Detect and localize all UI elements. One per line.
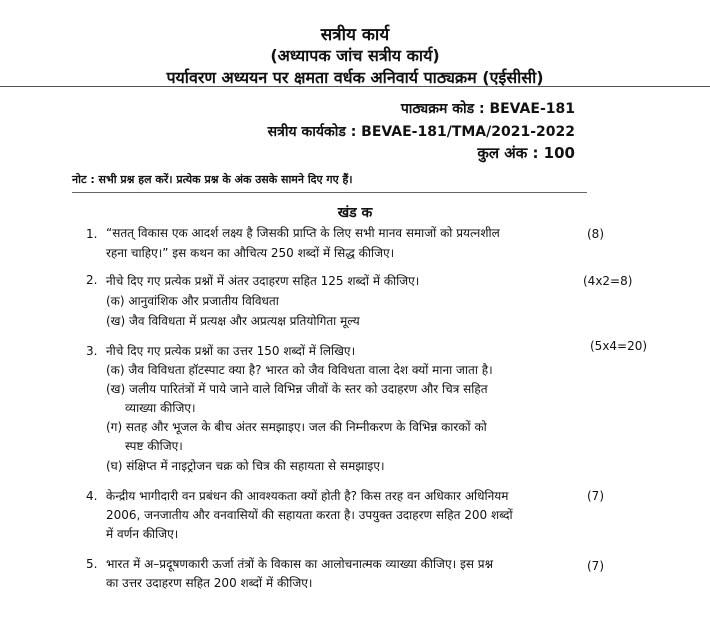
- question-line: नीचे दिए गए प्रत्येक प्रश्नों का उत्तर 150 शब्दों में लिखिए।: [106, 344, 356, 358]
- question-line: व्याख्या कीजिए।: [125, 401, 196, 415]
- question-line: स्पष्ट कीजिए।: [125, 439, 183, 453]
- document-title: सत्रीय कार्य: [320, 25, 390, 45]
- document-subtitle: (अध्यापक जांच सत्रीय कार्य): [270, 46, 440, 65]
- question-line: में वर्णन कीजिए।: [106, 527, 179, 541]
- course-code: पाठ्यक्रम कोड : BEVAE-181: [400, 101, 575, 117]
- question-marks: (8): [587, 227, 604, 241]
- question-line: का उत्तर उदाहरण सहित 200 शब्दों में कीजिए।: [106, 576, 313, 590]
- question-line: 2006, जनजातीय और वनवासियों की सहायता करता है। उपयुक्त उदाहरण सहित 200 शब्दों: [106, 508, 513, 522]
- question-line: (घ) संक्षिप्त में नाइट्रोजन चक्र को चित्र की सहायता से समझाइए।: [106, 459, 385, 473]
- question-marks: (7): [587, 489, 604, 503]
- question-line: केन्द्रीय भागीदारी वन प्रबंधन की आवश्यकता क्यों होती है? किस तरह वन अधिकार अधिनियम: [106, 489, 509, 503]
- instructions-note: नोट : सभी प्रश्न हल करें। प्रत्येक प्रश्न के अंक उसके सामने दिए गए हैं।: [72, 173, 353, 186]
- question-line: भारत में अ–प्रदूषणकारी ऊर्जा तंत्रों के विकास का आलोचनात्मक व्याख्या कीजिए। इस प्रश्न: [106, 557, 494, 571]
- question-number: 2.: [86, 273, 98, 287]
- question-line: रहना चाहिए।” इस कथन का औचित्य 250 शब्दों में सिद्ध कीजिए।: [106, 246, 395, 260]
- question-number: 3.: [86, 344, 98, 358]
- question-number: 1.: [86, 227, 98, 241]
- header-divider: [0, 86, 710, 87]
- assignment-code: सत्रीय कार्यकोड : BEVAE-181/TMA/2021-2022: [267, 124, 575, 140]
- question-line: “सतत् विकास एक आदर्श लक्ष्य है जिसकी प्राप्ति के लिए सभी मानव समाजों को प्रयत्नशील: [106, 226, 500, 240]
- question-marks: (7): [587, 559, 604, 573]
- question-marks: (4x2=8): [583, 274, 633, 288]
- question-marks: (5x4=20): [590, 339, 648, 353]
- question-number: 5.: [86, 557, 98, 571]
- question-line: (ग) सतह और भूजल के बीच अंतर समझाइए। जल की निम्नीकरण के विभिन्न कारकों को: [106, 420, 487, 434]
- question-number: 4.: [86, 489, 98, 503]
- question-line: (ख) जलीय पारितंत्रों में पाये जाने वाले विभिन्न जीवों के स्तर को उदाहरण और चित्र सहित: [106, 382, 488, 396]
- question-line: (क) आनुवांशिक और प्रजातीय विविधता: [106, 294, 279, 308]
- section-title: खंड क: [337, 205, 373, 221]
- course-name: पर्यावरण अध्ययन पर क्षमता वर्धक अनिवार्य पाठ्यक्रम (एईसीसी): [166, 68, 544, 87]
- question-line: नीचे दिए गए प्रत्येक प्रश्नों में अंतर उदाहरण सहित 125 शब्दों में कीजिए।: [106, 274, 420, 288]
- question-line: (क) जैव विविधता हॉटस्पाट क्या है? भारत को जैव विविधता वाला देश क्यों माना जाता है।: [106, 363, 493, 377]
- total-marks: कुल अंक : 100: [477, 144, 575, 162]
- note-divider: [72, 192, 587, 193]
- question-line: (ख) जैव विविधता में प्रत्यक्ष और अप्रत्यक्ष प्रतियोगिता मूल्य: [106, 314, 360, 328]
